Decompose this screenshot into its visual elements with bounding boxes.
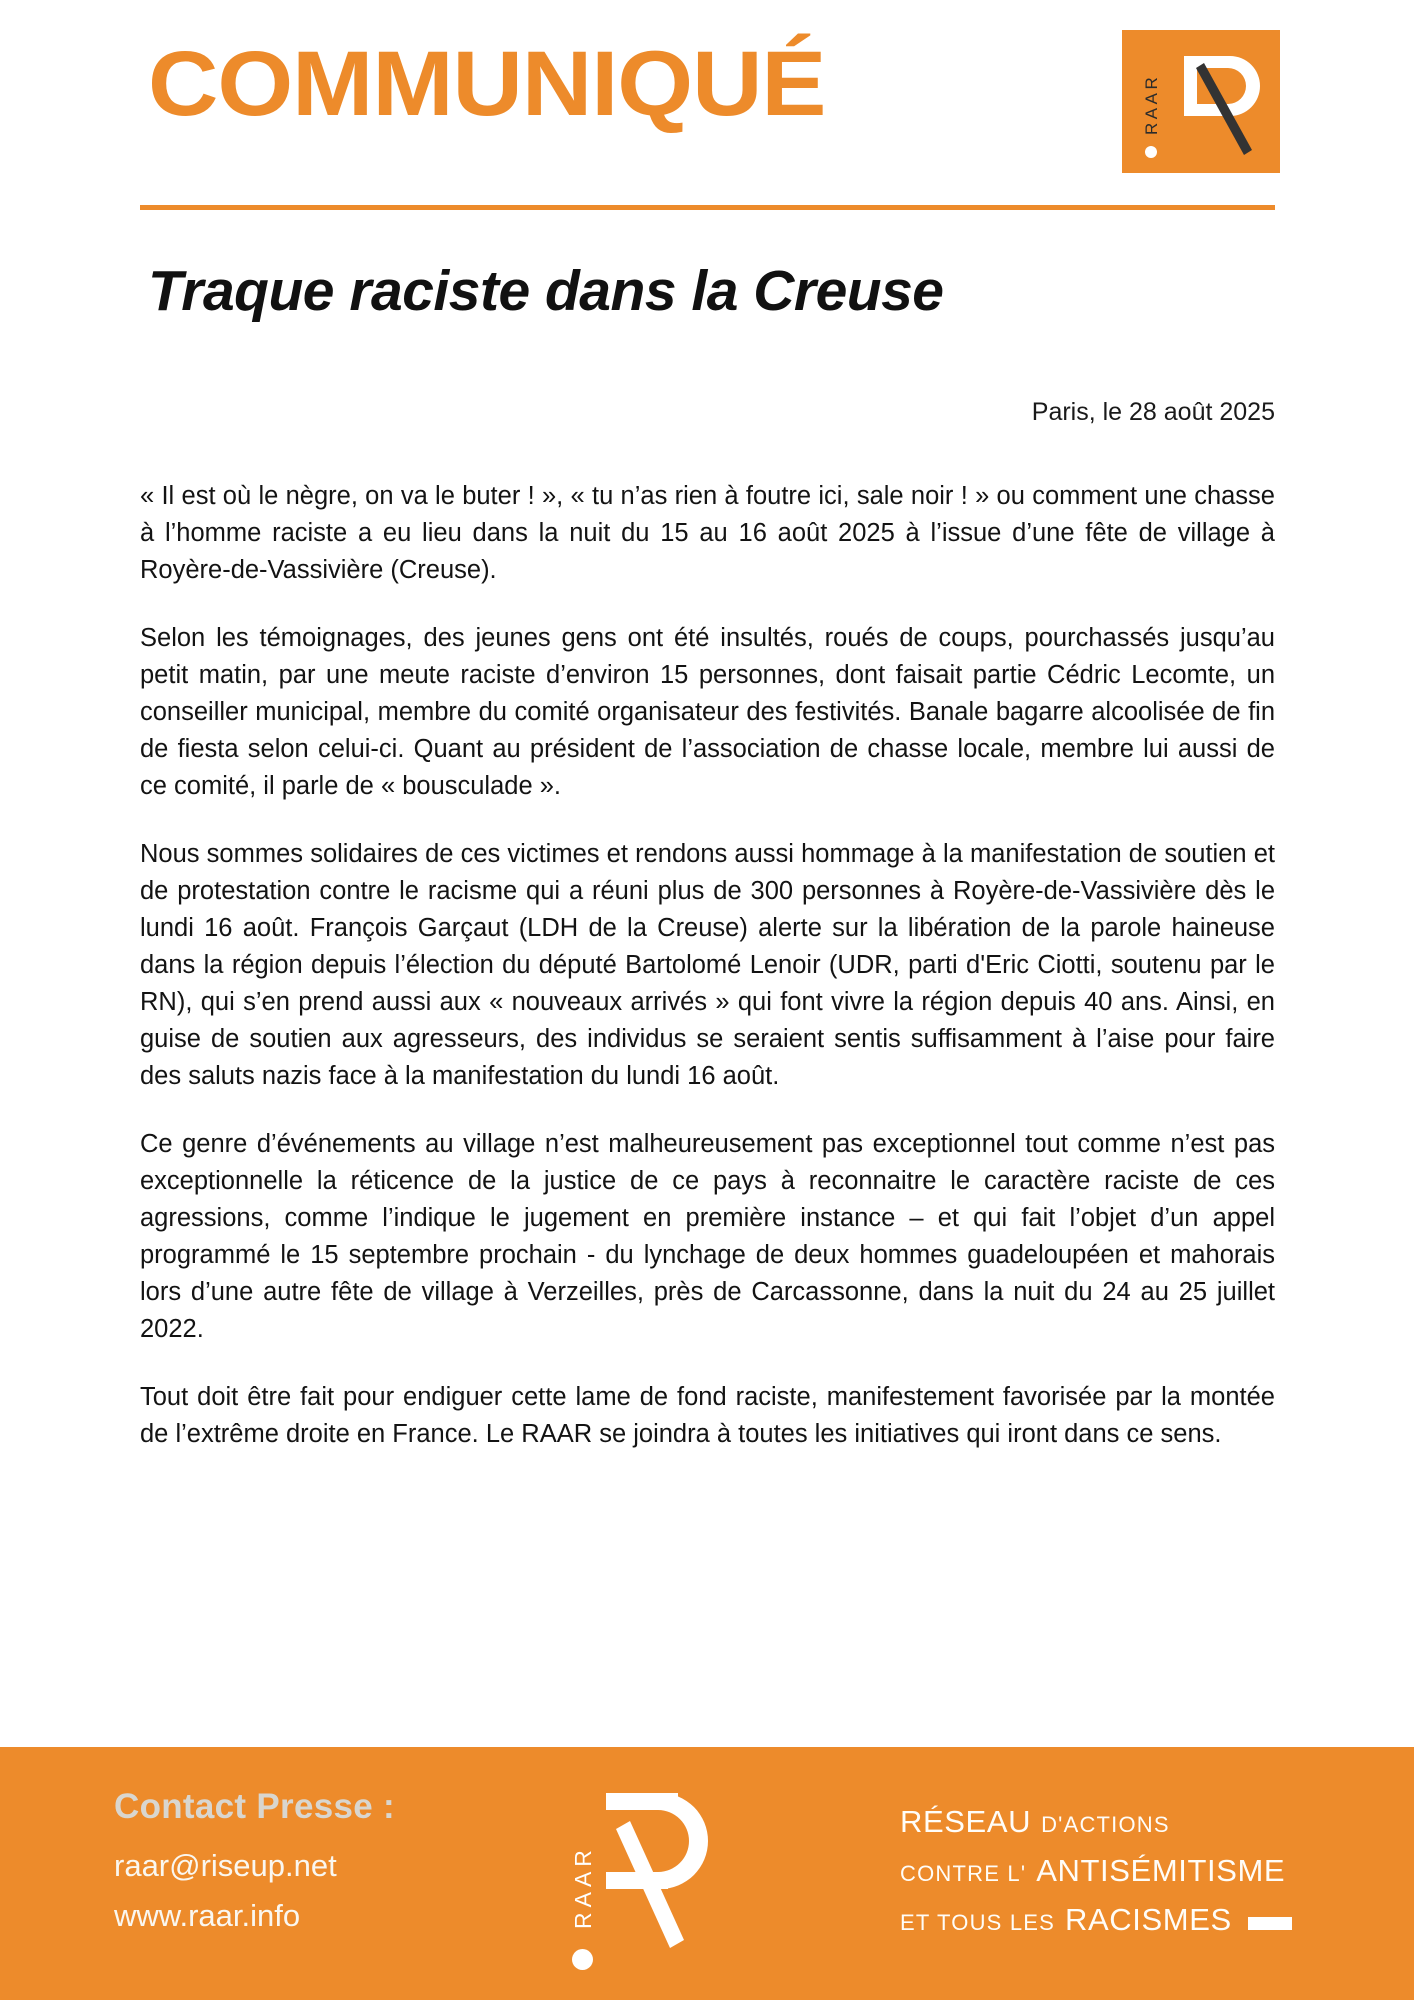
tagline-et-tous-les: ET TOUS LES xyxy=(900,1910,1056,1935)
raar-logo-footer xyxy=(548,1777,728,1982)
raar-logo-dot-icon xyxy=(1145,146,1157,158)
body-paragraph: Ce genre d’événements au village n’est malheureusement pas exceptionnel tout comme n’est pas exceptionnelle la réticence de la justice de ce pays à reconnaitre le caractère raciste de ces agressions, comme l’indique le jugement en première instance – et qui fait l’objet d’un appel programmé le 15 septembre prochain - du lynchage de deux hommes guadeloupéen et mahorais lors d’une autre fête de village à Verzeilles, près de Carcassonne, dans la nuit du 24 au 25 juillet 2022. xyxy=(140,1130,1275,1343)
body-paragraph: « Il est où le nègre, on va le buter ! », « tu n’as rien à foutre ici, sale noir ! » ou comment une chasse à l’homme raciste a eu lieu dans la nuit du 15 au 16 août 2025 à l’issue d’une fête de village à Royère-de-Vassivière (Creuse). xyxy=(140,482,1275,584)
contact-email[interactable]: raar@riseup.net xyxy=(114,1848,337,1883)
communique-kicker: COMMUNIQUÉ xyxy=(148,33,826,135)
contact-heading: Contact Presse : xyxy=(114,1787,396,1826)
tagline-contre: CONTRE L' xyxy=(900,1861,1027,1886)
document-header xyxy=(0,0,1414,215)
raar-logo-vertical-text: RAAR xyxy=(1142,73,1161,135)
tagline-dactions: D'ACTIONS xyxy=(1041,1812,1170,1837)
dateline: Paris, le 28 août 2025 xyxy=(1031,398,1275,426)
body-paragraph: Nous sommes solidaires de ces victimes et rendons aussi hommage à la manifestation de soutien et de protestation contre le racisme qui a réuni plus de 300 personnes à Royère-de-Vassivière dès le lundi 16 août. François Garçaut (LDH de la Creuse) alerte sur la libération de la parole haineuse dans la région depuis l’élection du député Bartolomé Lenoir (UDR, parti d'Eric Ciotti, soutenu par le RN), qui s’en prend aussi aux « nouveaux arrivés » qui font vivre la région depuis 40 ans. Ainsi, en guise de soutien aux agresseurs, des individus se seraient sentis suffisamment à l’aise pour faire des saluts nazis face à la manifestation du lundi 16 août. xyxy=(140,840,1275,1090)
tagline-dash-icon xyxy=(1248,1917,1292,1930)
tagline-row-3 xyxy=(900,1897,1292,1946)
tagline-row-2 xyxy=(900,1848,1292,1897)
tagline-reseau: RÉSEAU xyxy=(900,1804,1032,1839)
body-paragraph: Selon les témoignages, des jeunes gens ont été insultés, roués de coups, pourchassés jusqu’au petit matin, par une meute raciste d’environ 15 personnes, dont faisait partie Cédric Lecomte, un conseiller municipal, membre du comité organisateur des festivités. Banale bagarre alcoolisée de fin de fiesta selon celui-ci. Quant au président de l’association de chasse locale, membre lui aussi de ce comité, il parle de « bousculade ». xyxy=(140,624,1275,800)
tagline-racismes: RACISMES xyxy=(1065,1902,1232,1937)
tagline-antisemitisme: ANTISÉMITISME xyxy=(1036,1853,1286,1888)
tagline-row-1 xyxy=(900,1799,1292,1848)
document-footer xyxy=(0,1747,1414,2000)
organization-tagline xyxy=(900,1799,1292,1946)
body-paragraph: Tout doit être fait pour endiguer cette lame de fond raciste, manifestement favorisée par la montée de l’extrême droite en France. Le RAAR se joindra à toutes les initiatives qui iront dans ce sens. xyxy=(140,1383,1275,1448)
raar-logo-header xyxy=(1122,30,1280,173)
page-title: Traque raciste dans la Creuse xyxy=(148,259,944,323)
document-body xyxy=(140,478,1275,1453)
contact-block xyxy=(114,1785,544,1941)
header-divider xyxy=(140,205,1275,210)
raar-footer-vertical-text: RAAR xyxy=(570,1845,596,1929)
raar-footer-dot-icon xyxy=(572,1949,593,1970)
contact-website[interactable]: www.raar.info xyxy=(114,1898,301,1933)
